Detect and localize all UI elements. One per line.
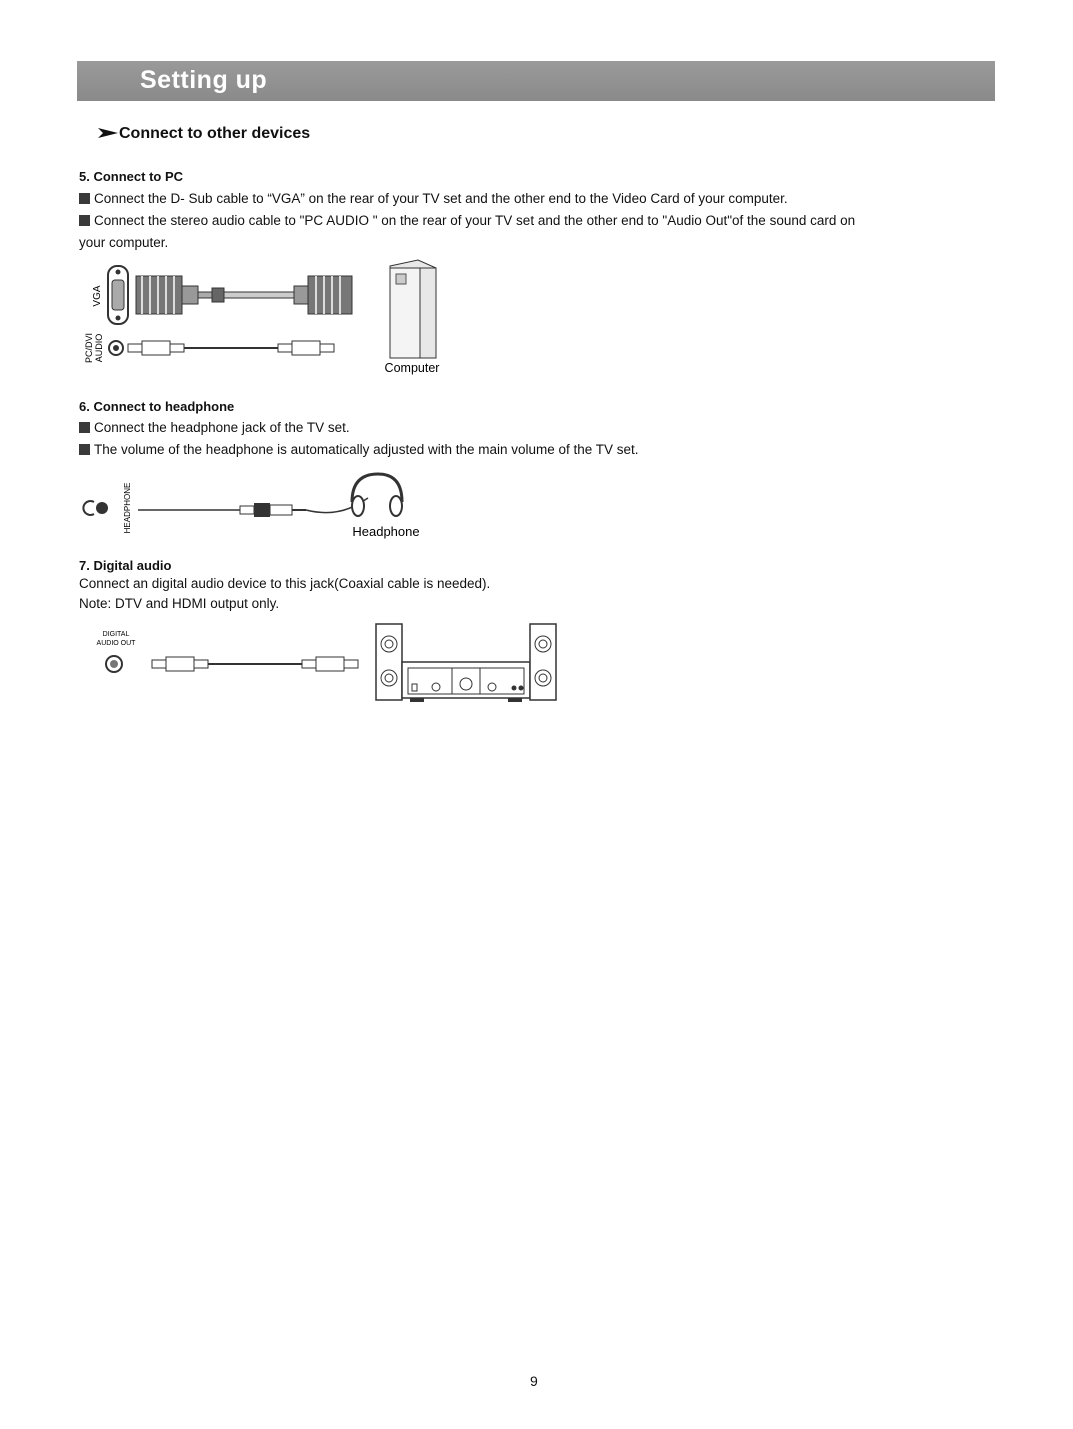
arrow-icon — [97, 126, 119, 140]
computer-tower-icon — [390, 260, 436, 358]
vga-port-icon — [108, 266, 128, 324]
audio-jack-icon — [109, 341, 123, 355]
digital-heading: 7. Digital audio — [79, 558, 172, 573]
bullet-icon — [79, 422, 90, 433]
pc-connection-diagram — [80, 258, 460, 378]
digital-line-1: Connect an digital audio device to this jack(Coaxial cable is needed). — [79, 576, 491, 591]
pc-bullet-1-text: Connect the D- Sub cable to “VGA” on the rear of your TV set and the other end to the Video Card of your computer. — [94, 191, 788, 206]
digital-audio-diagram — [80, 620, 570, 710]
bullet-icon — [79, 193, 90, 204]
digital-label: DIGITAL — [102, 631, 130, 638]
ferrite-core-icon — [212, 288, 224, 302]
headphone-heading: 6. Connect to headphone — [79, 399, 235, 414]
headphone-jack-icon — [83, 501, 108, 515]
pc-dvi-label: PC/DVI — [84, 332, 94, 364]
audio-label: AUDIO — [94, 333, 104, 363]
amplifier-icon — [402, 662, 530, 702]
page-title: Setting up — [140, 66, 268, 94]
coaxial-jack-icon — [106, 656, 122, 672]
pc-bullet-2-text: Connect the stereo audio cable to "PC AUDIO " on the rear of your TV set and the other end to "Audio Out"of the sound card on — [94, 213, 856, 228]
bullet-icon — [79, 215, 90, 226]
right-speaker-icon — [530, 624, 556, 700]
coaxial-cable-icon — [152, 657, 358, 671]
headphone-bullet-1 — [79, 420, 350, 435]
headphone-connection-diagram — [80, 468, 440, 544]
vga-connector-left-icon — [136, 276, 198, 314]
headphone-bullet-2-text: The volume of the headphone is automatically adjusted with the main volume of the TV set. — [94, 442, 639, 457]
pc-bullet-2 — [79, 213, 855, 228]
digital-line-2: Note: DTV and HDMI output only. — [79, 596, 280, 611]
audio-out-label: AUDIO OUT — [96, 640, 136, 647]
vga-label: VGA — [92, 285, 103, 307]
headphone-caption: Headphone — [352, 524, 420, 539]
pc-bullet-2-cont: your computer. — [79, 235, 169, 250]
pc-heading: 5. Connect to PC — [79, 169, 184, 184]
page-number: 9 — [530, 1373, 538, 1389]
left-speaker-icon — [376, 624, 402, 700]
headphone-jack-label: HEADPHONE — [123, 482, 132, 534]
headphone-plug-icon — [240, 503, 306, 517]
audio-cable-icon — [128, 341, 334, 355]
vga-connector-right-icon — [294, 276, 352, 314]
bullet-icon — [79, 444, 90, 455]
computer-caption: Computer — [384, 361, 440, 375]
headphone-icon — [352, 474, 402, 516]
headphone-bullet-1-text: Connect the headphone jack of the TV set. — [94, 420, 350, 435]
pc-bullet-1 — [79, 191, 788, 206]
headphone-bullet-2 — [79, 442, 639, 457]
section-title: Connect to other devices — [119, 125, 311, 142]
